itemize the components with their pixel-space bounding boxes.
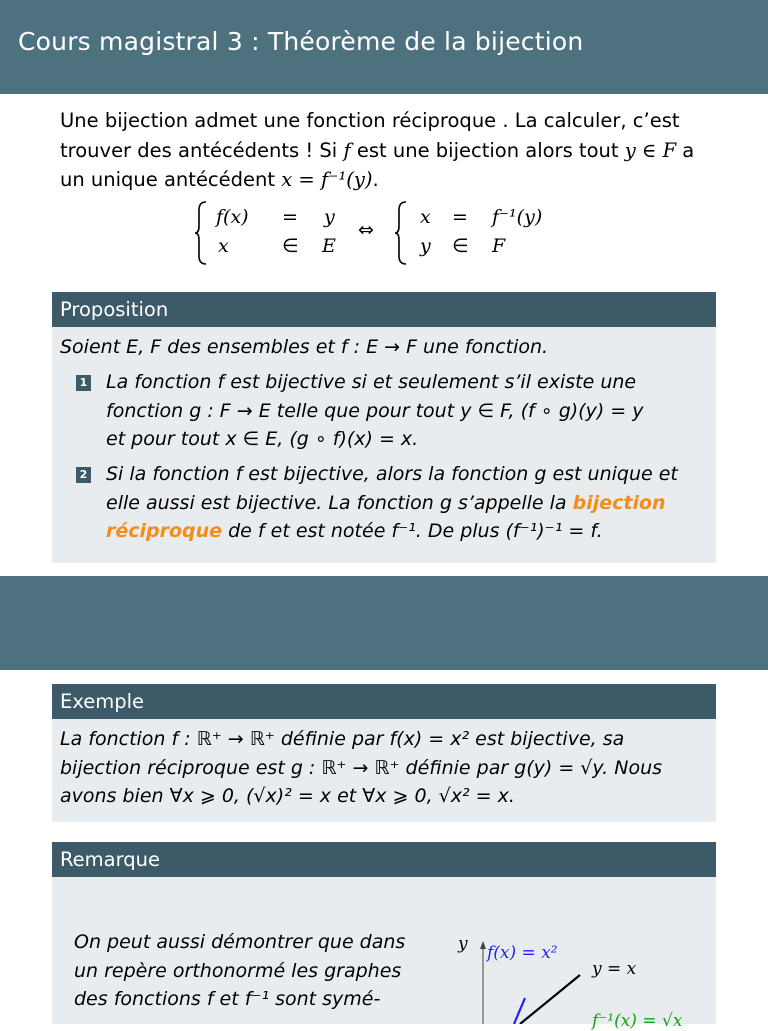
item-line: fonction g : F → E telle que pour tout y ∈ F, (f ∘ g)(y) = y (106, 399, 644, 422)
remark-line: On peut aussi démontrer que dans (74, 931, 406, 953)
sys-cell: y (420, 235, 431, 257)
sys-cell: F (492, 235, 506, 257)
f-label: f(x) = x² (487, 943, 558, 963)
remark-line: un repère orthonormé les graphes (74, 959, 402, 982)
proposition-item-1 (79, 368, 706, 454)
function-graph (440, 925, 730, 1031)
y-axis-arrow (480, 941, 486, 949)
sys-cell: y (324, 206, 335, 228)
item-line: et pour tout x ∈ E, (g ∘ f)(x) = x. (106, 428, 419, 450)
finv-label: f⁻¹(x) = √x (592, 1011, 683, 1031)
item-line (106, 517, 706, 546)
graph-canvas (440, 925, 730, 1024)
slide-divider-band (0, 576, 768, 670)
example-title: Exemple (52, 684, 716, 719)
right-brace-icon (394, 200, 408, 266)
math-f: f (343, 138, 351, 162)
line-y-equals-x (520, 975, 580, 1024)
axis-y-label: y (458, 934, 468, 954)
equivalence-symbol: ⇔ (358, 219, 374, 241)
intro-text: a (676, 138, 695, 162)
sys-cell: x (218, 235, 229, 257)
intro-line-1: Une bijection admet une fonction réciproque . La calculer, c’est (60, 109, 680, 132)
intro-line-2 (60, 136, 710, 166)
highlight-term: bijection (572, 491, 666, 514)
sys-cell: ∈ (282, 235, 299, 257)
item-line (106, 489, 706, 518)
example-line: bijection réciproque est g : ℝ⁺ → ℝ⁺ définie par g(y) = √y. Nous (60, 756, 663, 779)
math-inverse-eq: x = f⁻¹(y) (281, 168, 373, 191)
item-number-badge: 1 (76, 375, 91, 391)
math-y-in-F: y ∈ F (624, 138, 677, 162)
sys-cell: x (420, 206, 431, 228)
diag-label: y = x (592, 959, 637, 979)
example-line: La fonction f : ℝ⁺ → ℝ⁺ définie par f(x) = x² est bijective, sa (60, 728, 625, 750)
slide-header (0, 0, 768, 94)
proposition-title: Proposition (52, 292, 716, 327)
sys-cell: E (322, 235, 336, 257)
sys-cell: ∈ (452, 235, 469, 257)
intro-text: un unique antécédent (60, 168, 282, 191)
left-brace-icon (194, 200, 208, 266)
example-body (52, 719, 716, 822)
item-text: de f et est notée f⁻¹. De plus (f⁻¹)⁻¹ = f. (222, 520, 603, 542)
item-number-badge: 2 (76, 467, 91, 483)
example-line: avons bien ∀x ⩾ 0, (√x)² = x et ∀x ⩾ 0, √x² = x. (60, 785, 515, 807)
intro-text: est une bijection alors tout (350, 138, 625, 162)
intro-text: trouver des antécédents ! Si (60, 138, 344, 162)
proposition-body (52, 327, 716, 563)
intro-paragraph (60, 106, 710, 195)
item-text: elle aussi est bijective. La fonction g s’appelle la (106, 491, 573, 514)
sys-cell: = (452, 206, 468, 228)
sys-cell: f(x) (216, 206, 249, 228)
proposition-intro: Soient E, F des ensembles et f : E → F une fonction. (60, 336, 549, 358)
item-line: La fonction f est bijective si et seulement s’il existe une (106, 371, 637, 393)
intro-text: . (372, 168, 379, 191)
equation-system (186, 200, 586, 266)
intro-line-3 (60, 165, 710, 195)
highlight-term: réciproque (106, 520, 223, 542)
remark-title: Remarque (52, 842, 716, 877)
item-line: Si la fonction f est bijective, alors la fonction g est unique et (106, 463, 678, 485)
sys-cell: f⁻¹(y) (492, 206, 543, 228)
proposition-item-2 (79, 460, 706, 546)
remark-text (74, 928, 414, 1014)
sys-cell: = (282, 206, 298, 228)
remark-line: des fonctions f et f⁻¹ sont symé- (74, 988, 381, 1010)
slide-title: Cours magistral 3 : Théorème de la bijection (18, 27, 584, 56)
